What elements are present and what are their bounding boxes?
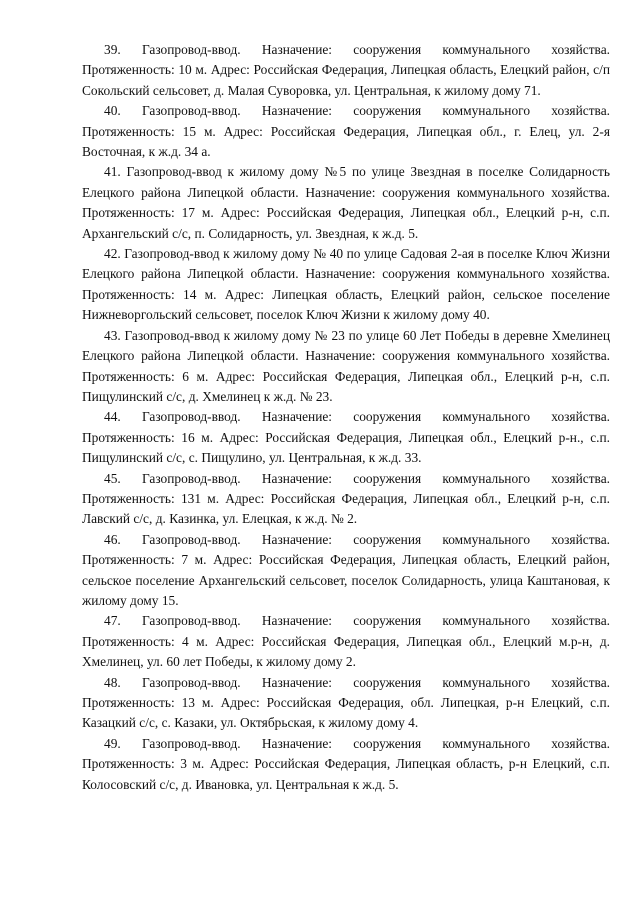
list-item-49: 49. Газопровод-ввод. Назначение: сооружения коммунального хозяйства. Протяженность: 3 м. Адрес: Российская Федерация, Липецкая область, р-н Елецкий, с.п. Колосовский с/с, д. Ивановка, ул. Центральная к ж.д. 5. bbox=[82, 735, 610, 792]
list-item-48: 48. Газопровод-ввод. Назначение: сооружения коммунального хозяйства. Протяженность: 13 м. Адрес: Российская Федерация, обл. Липецкая, р-н Елецкий, с.п. Казацкий с/с, с. Казаки, ул. Октябрьская, к жилому дому 4. bbox=[82, 674, 610, 731]
list-item-41: 41. Газопровод-ввод к жилому дому №5 по улице Звездная в поселке Солидарность Елецкого района Липецкой области. Назначение: сооружения коммунального хозяйства. Протяженность: 17 м. Адрес: Российская Федерация, Липецкая обл., Елецкий р-н, с.п. Архангельский с/с, п. Солидарность, ул. Звездная, к ж.д. 5. bbox=[82, 164, 610, 241]
list-item-44: 44. Газопровод-ввод. Назначение: сооружения коммунального хозяйства. Протяженность: 16 м. Адрес: Российская Федерация, Липецкая обл., Елецкий р-н., с.п. Пищулинский с/с, с. Пищулино, ул. Центральная, к ж.д. 33. bbox=[82, 409, 610, 466]
list-item-42: 42. Газопровод-ввод к жилому дому № 40 по улице Садовая 2-ая в поселке Ключ Жизни Елецкого района Липецкой области. Назначение: сооружения коммунального хозяйства. Протяженность: 14 м. Адрес: Липецкая область, Елецкий район, сельское поселение Нижневоргольский сельсовет, поселок Ключ Жизни к жилому дому 40. bbox=[82, 246, 610, 323]
list-item-40: 40. Газопровод-ввод. Назначение: сооружения коммунального хозяйства. Протяженность: 15 м. Адрес: Российская Федерация, Липецкая обл., г. Елец, ул. 2-я Восточная, к ж.д. 34 а. bbox=[82, 103, 610, 160]
list-item-47: 47. Газопровод-ввод. Назначение: сооружения коммунального хозяйства. Протяженность: 4 м. Адрес: Российская Федерация, Липецкая обл., Елецкий м.р-н, д. Хмелинец, ул. 60 лет Победы, к жилому дому 2. bbox=[82, 613, 610, 670]
list-item-45: 45. Газопровод-ввод. Назначение: сооружения коммунального хозяйства. Протяженность: 131 м. Адрес: Российская Федерация, Липецкая обл., Елецкий р-н, с.п. Лавский с/с, д. Казинка, ул. Елецкая, к ж.д. № 2. bbox=[82, 470, 610, 527]
list-item-39: 39. Газопровод-ввод. Назначение: сооружения коммунального хозяйства. Протяженность: 10 м. Адрес: Российская Федерация, Липецкая область, Елецкий район, с/п Сокольский сельсовет, д. Малая Суворовка, ул. Центральная, к жилому дому 71. bbox=[82, 42, 610, 98]
list-item-46: 46. Газопровод-ввод. Назначение: сооружения коммунального хозяйства. Протяженность: 7 м. Адрес: Российская Федерация, Липецкая область, Елецкий район, сельское поселение Архангельский сельсовет, поселок Солидарность, улица Каштановая, к жилому дому 15. bbox=[82, 531, 610, 608]
list-item-43: 43. Газопровод-ввод к жилому дому № 23 по улице 60 Лет Победы в деревне Хмелинец Елецкого района Липецкой области. Назначение: сооружения коммунального хозяйства. Протяженность: 6 м. Адрес: Российская Федерация, Липецкая обл., Елецкий р-н, с.п. Пищулинский с/с, д. Хмелинец к ж.д. № 23. bbox=[82, 327, 610, 404]
